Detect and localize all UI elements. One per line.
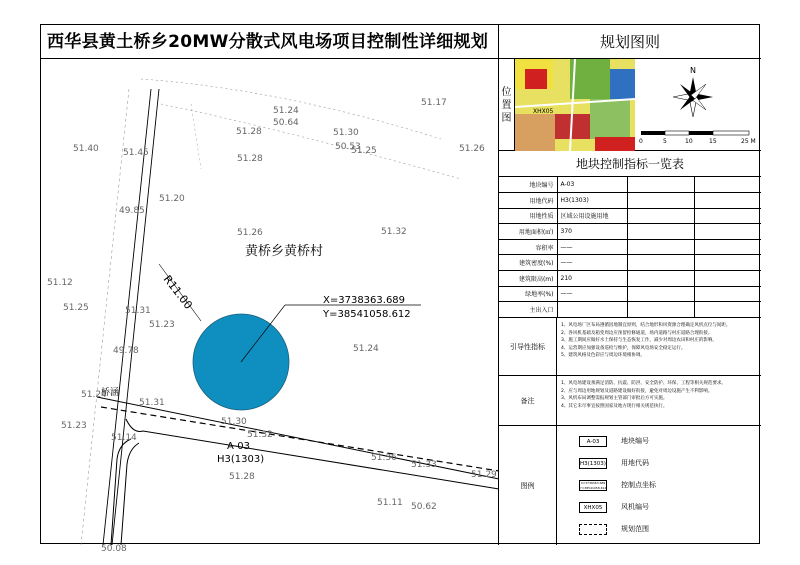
main-road-edge-bottom <box>126 419 499 489</box>
site-map-drawing <box>41 59 499 554</box>
location-label <box>499 59 515 151</box>
index-row-value: A-03 <box>557 177 627 193</box>
elevation-label: 51.30 <box>333 128 359 138</box>
legend-symbol: A-03 <box>579 436 607 447</box>
guidance-block <box>499 318 761 376</box>
north-label: N <box>690 66 696 75</box>
index-row-label: 建筑密度(%) <box>499 255 557 271</box>
coord-x-label: X=3738363.689 <box>323 295 406 306</box>
index-row-empty-2 <box>694 239 761 255</box>
north-arrow-icon <box>673 66 713 117</box>
index-row-empty-1 <box>627 286 694 302</box>
elevation-label: 51.36 <box>371 453 397 463</box>
index-row-empty-1 <box>627 302 694 318</box>
elevation-label: 51.31 <box>139 398 165 408</box>
elevation-label: 51.23 <box>149 320 175 330</box>
legend-text: 风机编号 <box>621 503 649 511</box>
location-map-area <box>499 59 761 151</box>
parcel-code-label: A-03 <box>227 441 250 452</box>
index-row-label: 地块编号 <box>499 177 557 193</box>
elevation-label: 51.31 <box>125 306 151 316</box>
guidance-lines-item: 2、各风机基础及箱变周边应预留检修通道，场内道路与村庄道路合理衔接。 <box>561 330 713 336</box>
legend-symbol: XHX05 <box>579 502 607 513</box>
elevation-label: 51.14 <box>111 433 137 443</box>
remark-block <box>499 376 761 426</box>
legend-label: 图例 <box>499 426 557 545</box>
scale-label-15: 15 <box>709 138 717 145</box>
elevation-label: 51.24 <box>353 344 379 354</box>
elevation-label: 49.78 <box>113 346 139 356</box>
index-row <box>499 271 761 287</box>
elevation-label: 51.25 <box>351 146 377 156</box>
index-row-empty-1 <box>627 208 694 224</box>
legend-text: 控制点坐标 <box>621 481 656 489</box>
loc-marker-label: XHX05 <box>533 108 554 115</box>
elevation-label: 50.64 <box>273 118 299 128</box>
index-row <box>499 239 761 255</box>
index-row-empty-1 <box>627 255 694 271</box>
remark-content <box>561 380 757 410</box>
legend-text: 用地代码 <box>621 459 649 467</box>
dotted-path-3 <box>191 104 201 169</box>
index-row-label: 主出入口 <box>499 302 557 318</box>
remark-lines-item: 1、风电场建设须满足消防、抗震、防洪、安全防护、环保、工程等相关规范要求。 <box>561 381 726 386</box>
elevation-label: 51.45 <box>123 148 149 158</box>
scale-label-5: 5 <box>663 138 667 145</box>
index-row-empty-2 <box>694 271 761 287</box>
index-table <box>499 177 761 318</box>
drawing-frame <box>40 24 760 554</box>
index-row-empty-2 <box>694 224 761 240</box>
index-row-label: 用地代码 <box>499 193 557 209</box>
index-row-empty-1 <box>627 224 694 240</box>
elevation-label: 51.11 <box>377 498 403 508</box>
index-row-value: —— <box>557 239 627 255</box>
index-row-value: 370 <box>557 224 627 240</box>
index-row-empty-2 <box>694 193 761 209</box>
guidance-content <box>561 322 757 360</box>
elevation-label: 51.23 <box>61 421 87 431</box>
elevation-label: 50.08 <box>101 544 127 554</box>
road-bend-2 <box>121 443 139 545</box>
index-row-empty-2 <box>694 286 761 302</box>
elevation-label: 51.32 <box>381 227 407 237</box>
loc-block-red-3 <box>595 137 635 151</box>
guidance-lines-item: 5、建筑风格及色彩应与周边环境相协调。 <box>561 353 645 358</box>
elevation-label: 51.28 <box>229 472 255 482</box>
index-table-title: 地块控制指标一览表 <box>499 151 761 177</box>
side-panel <box>499 25 761 545</box>
coord-y-label: Y=38541058.612 <box>323 309 411 320</box>
index-row-value: 210 <box>557 271 627 287</box>
loc-block-blue <box>610 69 635 99</box>
index-row-empty-2 <box>694 177 761 193</box>
index-row <box>499 193 761 209</box>
parcel-boundary-line <box>101 407 499 471</box>
elevation-label: 51.17 <box>421 98 447 108</box>
remark-lines-item: 3、风机布局调整需报规划主管部门审批后方可实施。 <box>561 396 668 401</box>
elevation-label: 51.25 <box>63 303 89 313</box>
legend-text: 规划范围 <box>621 525 649 533</box>
plan-title: 西华县黄土桥乡20MW分散式风电场项目控制性详细规划 <box>41 25 499 59</box>
elevation-label: 51.26 <box>237 228 263 238</box>
index-row-empty-1 <box>627 271 694 287</box>
side-title: 规划图则 <box>499 25 761 59</box>
elevation-label: 51.28 <box>237 154 263 164</box>
index-row <box>499 208 761 224</box>
scale-bar <box>639 131 756 145</box>
index-row-value: 区域公用设施用地 <box>557 208 627 224</box>
elevation-label: 50.62 <box>411 502 437 512</box>
elevation-label: 51.26 <box>459 144 485 154</box>
loc-block-orange <box>515 114 555 151</box>
elevation-label: 49.85 <box>119 206 145 216</box>
main-road-edge-top <box>97 397 499 479</box>
index-row <box>499 286 761 302</box>
index-row-label: 绿地率(%) <box>499 286 557 302</box>
index-row-value <box>557 302 627 318</box>
scale-label-25: 25 M <box>741 138 756 145</box>
legend-block <box>499 426 761 545</box>
elevation-label: 51.40 <box>73 144 99 154</box>
loc-char-1: 位 <box>501 86 512 98</box>
index-row <box>499 224 761 240</box>
index-row <box>499 302 761 318</box>
legend-text: 地块编号 <box>621 437 649 445</box>
remark-lines-item: 2、应与周边用地规划及道路建设做好衔接，避免对周边设施产生不利影响。 <box>561 388 713 394</box>
index-row-empty-1 <box>627 193 694 209</box>
radius-label: R11.00 <box>160 272 195 312</box>
loc-block-green-1 <box>570 59 610 99</box>
index-row-empty-2 <box>694 302 761 318</box>
index-row-label: 容积率 <box>499 239 557 255</box>
elevation-label: 50.53 <box>335 142 361 152</box>
legend-symbol <box>579 524 607 535</box>
road-left-dashed <box>81 89 129 545</box>
legend-symbol: H3(1303) <box>579 458 607 469</box>
dotted-path-2 <box>161 104 461 179</box>
guidance-lines-item: 1、风电场厂区布局遵循因地制宜原则，结合地形和风资源合理确定风机点位与间距。 <box>561 323 731 328</box>
index-row-value: H3(1303) <box>557 193 627 209</box>
scale-label-10: 10 <box>685 138 693 145</box>
elevation-label: 51.33 <box>411 460 437 470</box>
index-row <box>499 177 761 193</box>
remark-label: 备注 <box>499 376 557 425</box>
index-row-empty-1 <box>627 177 694 193</box>
site-map <box>41 59 499 554</box>
bridge-label: 桥涵 <box>101 388 120 398</box>
index-row-empty-2 <box>694 208 761 224</box>
elevation-label: 51.24 <box>81 390 107 400</box>
location-map-svg <box>515 59 761 151</box>
index-row-value: —— <box>557 255 627 271</box>
elevation-label: 51.30 <box>221 417 247 427</box>
loc-block-red-1 <box>525 69 547 89</box>
index-row-label: 用地面积(㎡) <box>499 224 557 240</box>
guidance-lines-item: 4、运营期应加强设备巡检与维护，保障风电场安全稳定运行。 <box>561 345 686 351</box>
guidance-lines-item: 3、施工期间应做好水土保持与生态恢复工作，减少对周边农田和村庄的影响。 <box>561 338 717 343</box>
loc-char-2: 置 <box>501 99 512 111</box>
loc-block-green-2 <box>590 99 630 139</box>
remark-lines-item: 4、其它未尽事宜按照国家及地方现行相关规范执行。 <box>561 403 668 409</box>
elevation-label: 51.28 <box>236 127 262 137</box>
village-label: 黄桥乡黄桥村 <box>245 244 324 259</box>
elevation-label: 51.32 <box>247 430 273 440</box>
elevation-label: 51.20 <box>159 194 185 204</box>
elevation-label: 51.24 <box>273 106 299 116</box>
elevation-label: 51.29 <box>471 470 497 480</box>
index-row-empty-1 <box>627 239 694 255</box>
index-row-empty-2 <box>694 255 761 271</box>
index-row-label: 用地性质 <box>499 208 557 224</box>
legend-symbol: X=3738363.689 Y=38541058.612 <box>580 481 607 490</box>
index-row-label: 建筑限高(m) <box>499 271 557 287</box>
landuse-code-label: H3(1303) <box>217 454 265 465</box>
elevation-label: 51.12 <box>47 278 73 288</box>
index-row <box>499 255 761 271</box>
loc-char-3: 图 <box>501 112 512 124</box>
guidance-label: 引导性指标 <box>499 318 557 375</box>
index-row-value: —— <box>557 286 627 302</box>
scale-label-0: 0 <box>639 138 643 145</box>
